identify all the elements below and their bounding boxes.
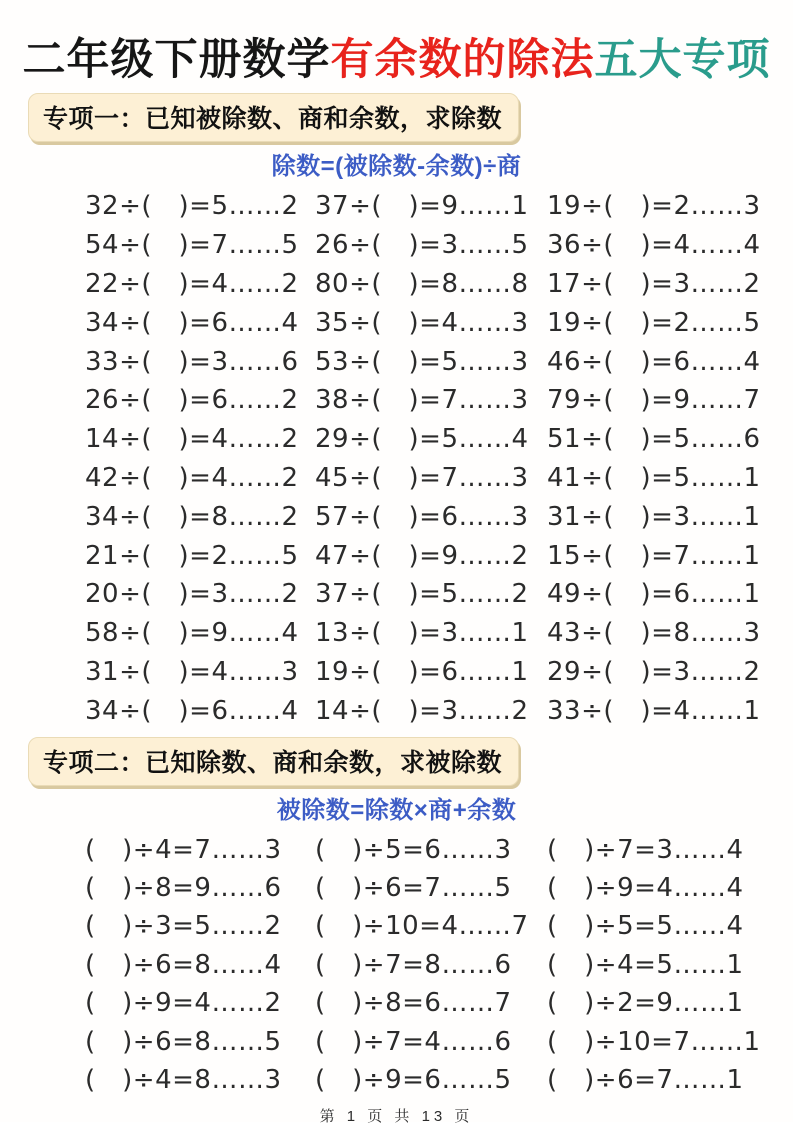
section1-problem-38: 19÷( )=6……1 bbox=[315, 657, 529, 687]
section2-problem-16: ( )÷6=8……5 bbox=[85, 1026, 282, 1057]
title-part-topic: 有余数的除法 bbox=[330, 37, 595, 84]
section2-problem-13: ( )÷9=4……2 bbox=[85, 988, 282, 1019]
section2-problem-11: ( )÷7=8……6 bbox=[315, 949, 512, 980]
section2-problem-2: ( )÷5=6……3 bbox=[315, 834, 512, 865]
section2-problem-19: ( )÷4=8……3 bbox=[85, 1064, 282, 1095]
title-part-grade: 二年级下册数学 bbox=[22, 37, 331, 84]
section1-problem-22: 42÷( )=4……2 bbox=[85, 463, 299, 494]
section1-problem-25: 34÷( )=8……2 bbox=[85, 501, 299, 532]
section2-problem-grid bbox=[0, 829, 793, 1100]
section2-problem-1: ( )÷4=7……3 bbox=[85, 834, 282, 865]
section1-problem-2: 37÷( )=9……1 bbox=[315, 191, 529, 222]
section2-problem-17: ( )÷7=4……6 bbox=[315, 1026, 512, 1057]
section1-header-badge bbox=[28, 93, 519, 142]
section1-problem-30: 15÷( )=7……1 bbox=[547, 540, 761, 571]
section1-problem-20: 29÷( )=5……4 bbox=[315, 424, 529, 455]
section1-problem-24: 41÷( )=5……1 bbox=[547, 463, 761, 494]
section1-problem-23: 45÷( )=7……3 bbox=[315, 463, 529, 494]
section2-problem-8: ( )÷10=4……7 bbox=[315, 911, 529, 942]
section1-problem-42: 33÷( )=4……1 bbox=[547, 695, 761, 726]
page-footer: 第 1 页 共 13 页 bbox=[319, 1108, 474, 1126]
section-2 bbox=[0, 731, 793, 1100]
section1-problem-3: 19÷( )=2……3 bbox=[547, 191, 761, 222]
section1-problem-18: 79÷( )=9……7 bbox=[547, 385, 761, 416]
section1-problem-9: 17÷( )=3……2 bbox=[547, 269, 761, 300]
section1-problem-40: 34÷( )=6……4 bbox=[85, 695, 299, 726]
section1-problem-15: 46÷( )=6……4 bbox=[547, 346, 761, 377]
section1-problem-grid bbox=[0, 185, 793, 730]
section1-problem-1: 32÷( )=5……2 bbox=[85, 191, 299, 222]
section1-problem-4: 54÷( )=7……5 bbox=[85, 230, 299, 261]
section1-header-text: 专项一：已知被除数、商和余数，求除数 bbox=[43, 105, 503, 134]
section1-problem-28: 21÷( )=2……5 bbox=[85, 540, 299, 571]
section1-problem-32: 37÷( )=5……2 bbox=[315, 579, 529, 610]
section2-problem-12: ( )÷4=5……1 bbox=[547, 949, 744, 980]
section2-header-text: 专项二：已知除数、商和余数，求被除数 bbox=[43, 748, 503, 777]
section2-problem-7: ( )÷3=5……2 bbox=[85, 911, 282, 942]
section1-problem-29: 47÷( )=9……2 bbox=[315, 540, 529, 571]
section1-problem-27: 31÷( )=3……1 bbox=[547, 501, 761, 532]
section1-problem-31: 20÷( )=3……2 bbox=[85, 579, 299, 610]
section1-problem-12: 19÷( )=2……5 bbox=[547, 307, 761, 338]
section2-problem-5: ( )÷6=7……5 bbox=[315, 872, 512, 903]
section1-problem-5: 26÷( )=3……5 bbox=[315, 230, 529, 261]
section1-problem-21: 51÷( )=5……6 bbox=[547, 424, 761, 455]
section2-problem-18: ( )÷10=7……1 bbox=[547, 1026, 761, 1057]
section1-problem-8: 80÷( )=8……8 bbox=[315, 269, 529, 300]
section1-problem-14: 53÷( )=5……3 bbox=[315, 346, 529, 377]
section2-problem-9: ( )÷5=5……4 bbox=[547, 911, 744, 942]
section1-problem-37: 31÷( )=4……3 bbox=[85, 657, 299, 687]
title-part-series: 五大专项 bbox=[594, 37, 771, 84]
section1-problem-10: 34÷( )=6……4 bbox=[85, 307, 299, 338]
section2-problem-20: ( )÷9=6……5 bbox=[315, 1064, 512, 1095]
section1-formula: 除数=(被除数-余数)÷商 bbox=[271, 153, 522, 181]
section1-problem-13: 33÷( )=3……6 bbox=[85, 346, 299, 377]
section1-problem-35: 13÷( )=3……1 bbox=[315, 618, 529, 649]
section-1 bbox=[0, 85, 793, 730]
section2-problem-3: ( )÷7=3……4 bbox=[547, 834, 744, 865]
section2-problem-4: ( )÷8=9……6 bbox=[85, 872, 282, 903]
section2-problem-10: ( )÷6=8……4 bbox=[85, 949, 282, 980]
section1-problem-33: 49÷( )=6……1 bbox=[547, 579, 761, 610]
section2-header-badge bbox=[28, 737, 519, 786]
section1-problem-34: 58÷( )=9……4 bbox=[85, 618, 299, 649]
section1-problem-16: 26÷( )=6……2 bbox=[85, 385, 299, 416]
section2-problem-14: ( )÷8=6……7 bbox=[315, 988, 512, 1019]
section1-problem-19: 14÷( )=4……2 bbox=[85, 424, 299, 455]
section1-problem-41: 14÷( )=3……2 bbox=[315, 695, 529, 726]
section1-problem-11: 35÷( )=4……3 bbox=[315, 307, 529, 338]
section1-problem-39: 29÷( )=3……2 bbox=[547, 657, 761, 687]
section1-problem-36: 43÷( )=8……3 bbox=[547, 618, 761, 649]
section2-problem-15: ( )÷2=9……1 bbox=[547, 988, 744, 1019]
section1-problem-26: 57÷( )=6……3 bbox=[315, 501, 529, 532]
section2-problem-6: ( )÷9=4……4 bbox=[547, 872, 744, 903]
section1-problem-7: 22÷( )=4……2 bbox=[85, 269, 299, 300]
section1-problem-17: 38÷( )=7……3 bbox=[315, 385, 529, 416]
section2-formula: 被除数=除数×商+余数 bbox=[276, 796, 517, 824]
page-title bbox=[0, 36, 793, 85]
section2-problem-21: ( )÷6=7……1 bbox=[547, 1064, 744, 1095]
section1-problem-6: 36÷( )=4……4 bbox=[547, 230, 761, 261]
